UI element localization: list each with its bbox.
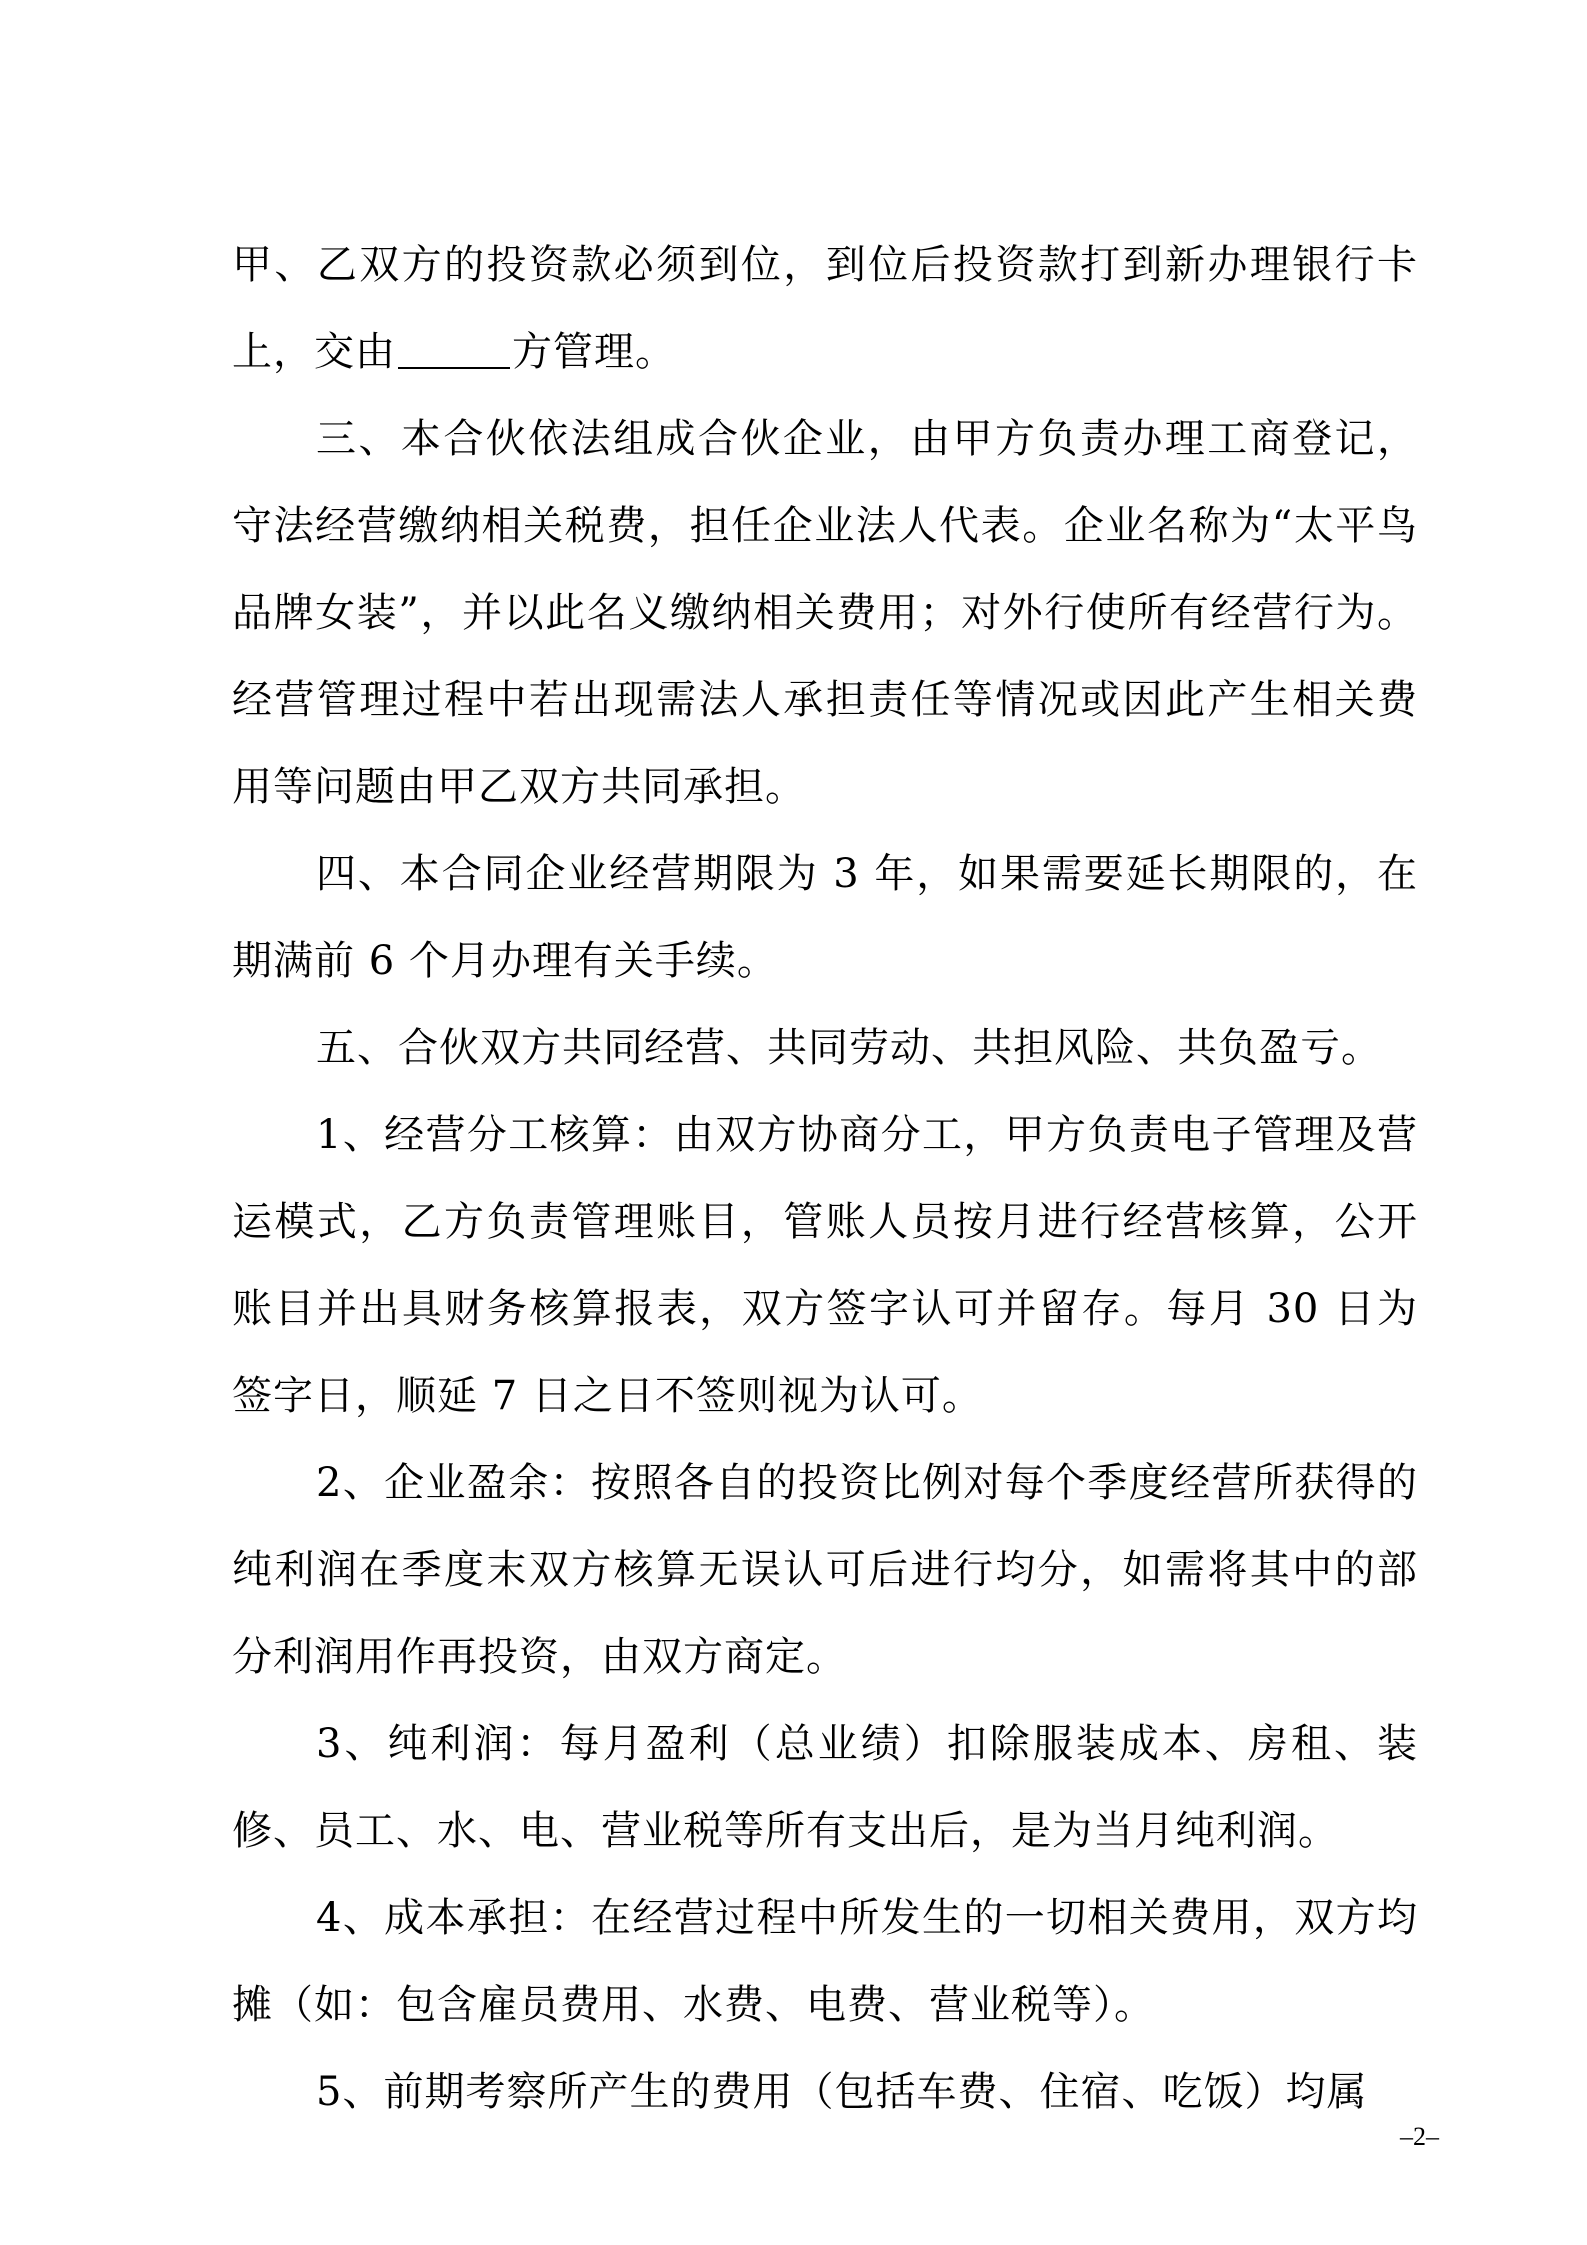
paragraph-item-1: 1、经营分工核算：由双方协商分工，甲方负责电子管理及营运模式，乙方负责管理账目，管账人员按月进行经营核算，公开账目并出具财务核算报表，双方签字认可并留存。每月 30 日为签字日，顺延 7 日之日不签则视为认可。 <box>232 1112 1418 1419</box>
paragraph-clause-4: 四、本合同企业经营期限为 3 年，如果需要延长期限的，在期满前 6 个月办理有关手续。 <box>232 851 1418 984</box>
page-number: –2– <box>1400 2122 1439 2151</box>
paragraph-item-3: 3、纯利润：每月盈利（总业绩）扣除服装成本、房租、装修、员工、水、电、营业税等所有支出后，是为当月纯利润。 <box>232 1721 1418 1854</box>
paragraph-item-2: 2、企业盈余：按照各自的投资比例对每个季度经营所获得的纯利润在季度末双方核算无误认可后进行均分，如需将其中的部分利润用作再投资，由双方商定。 <box>232 1460 1418 1680</box>
paragraph-clause-3: 三、本合伙依法组成合伙企业，由甲方负责办理工商登记，守法经营缴纳相关税费，担任企业法人代表。企业名称为“太平鸟品牌女装”，并以此名义缴纳相关费用；对外行使所有经营行为。经营管理过程中若出现需法人承担责任等情况或因此产生相关费用等问题由甲乙双方共同承担。 <box>232 416 1418 810</box>
paragraph-text: 甲、乙双方的投资款必须到位，到位后投资款打到新办理银行卡上，交由 <box>232 242 1418 375</box>
paragraph-item-5: 5、前期考察所产生的费用（包括车费、住宿、吃饭）均属 <box>316 2069 1368 2115</box>
fill-in-blank <box>398 333 510 369</box>
paragraph-clause-5: 五、合伙双方共同经营、共同劳动、共担风险、共负盈亏。 <box>316 1025 1382 1071</box>
body-text <box>232 222 1418 2136</box>
paragraph-text: 方管理。 <box>512 329 676 375</box>
paragraph-item-4: 4、成本承担：在经营过程中所发生的一切相关费用，双方均摊（如：包含雇员费用、水费、电费、营业税等）。 <box>232 1895 1418 2028</box>
paragraph-investment-funds <box>232 222 1418 396</box>
